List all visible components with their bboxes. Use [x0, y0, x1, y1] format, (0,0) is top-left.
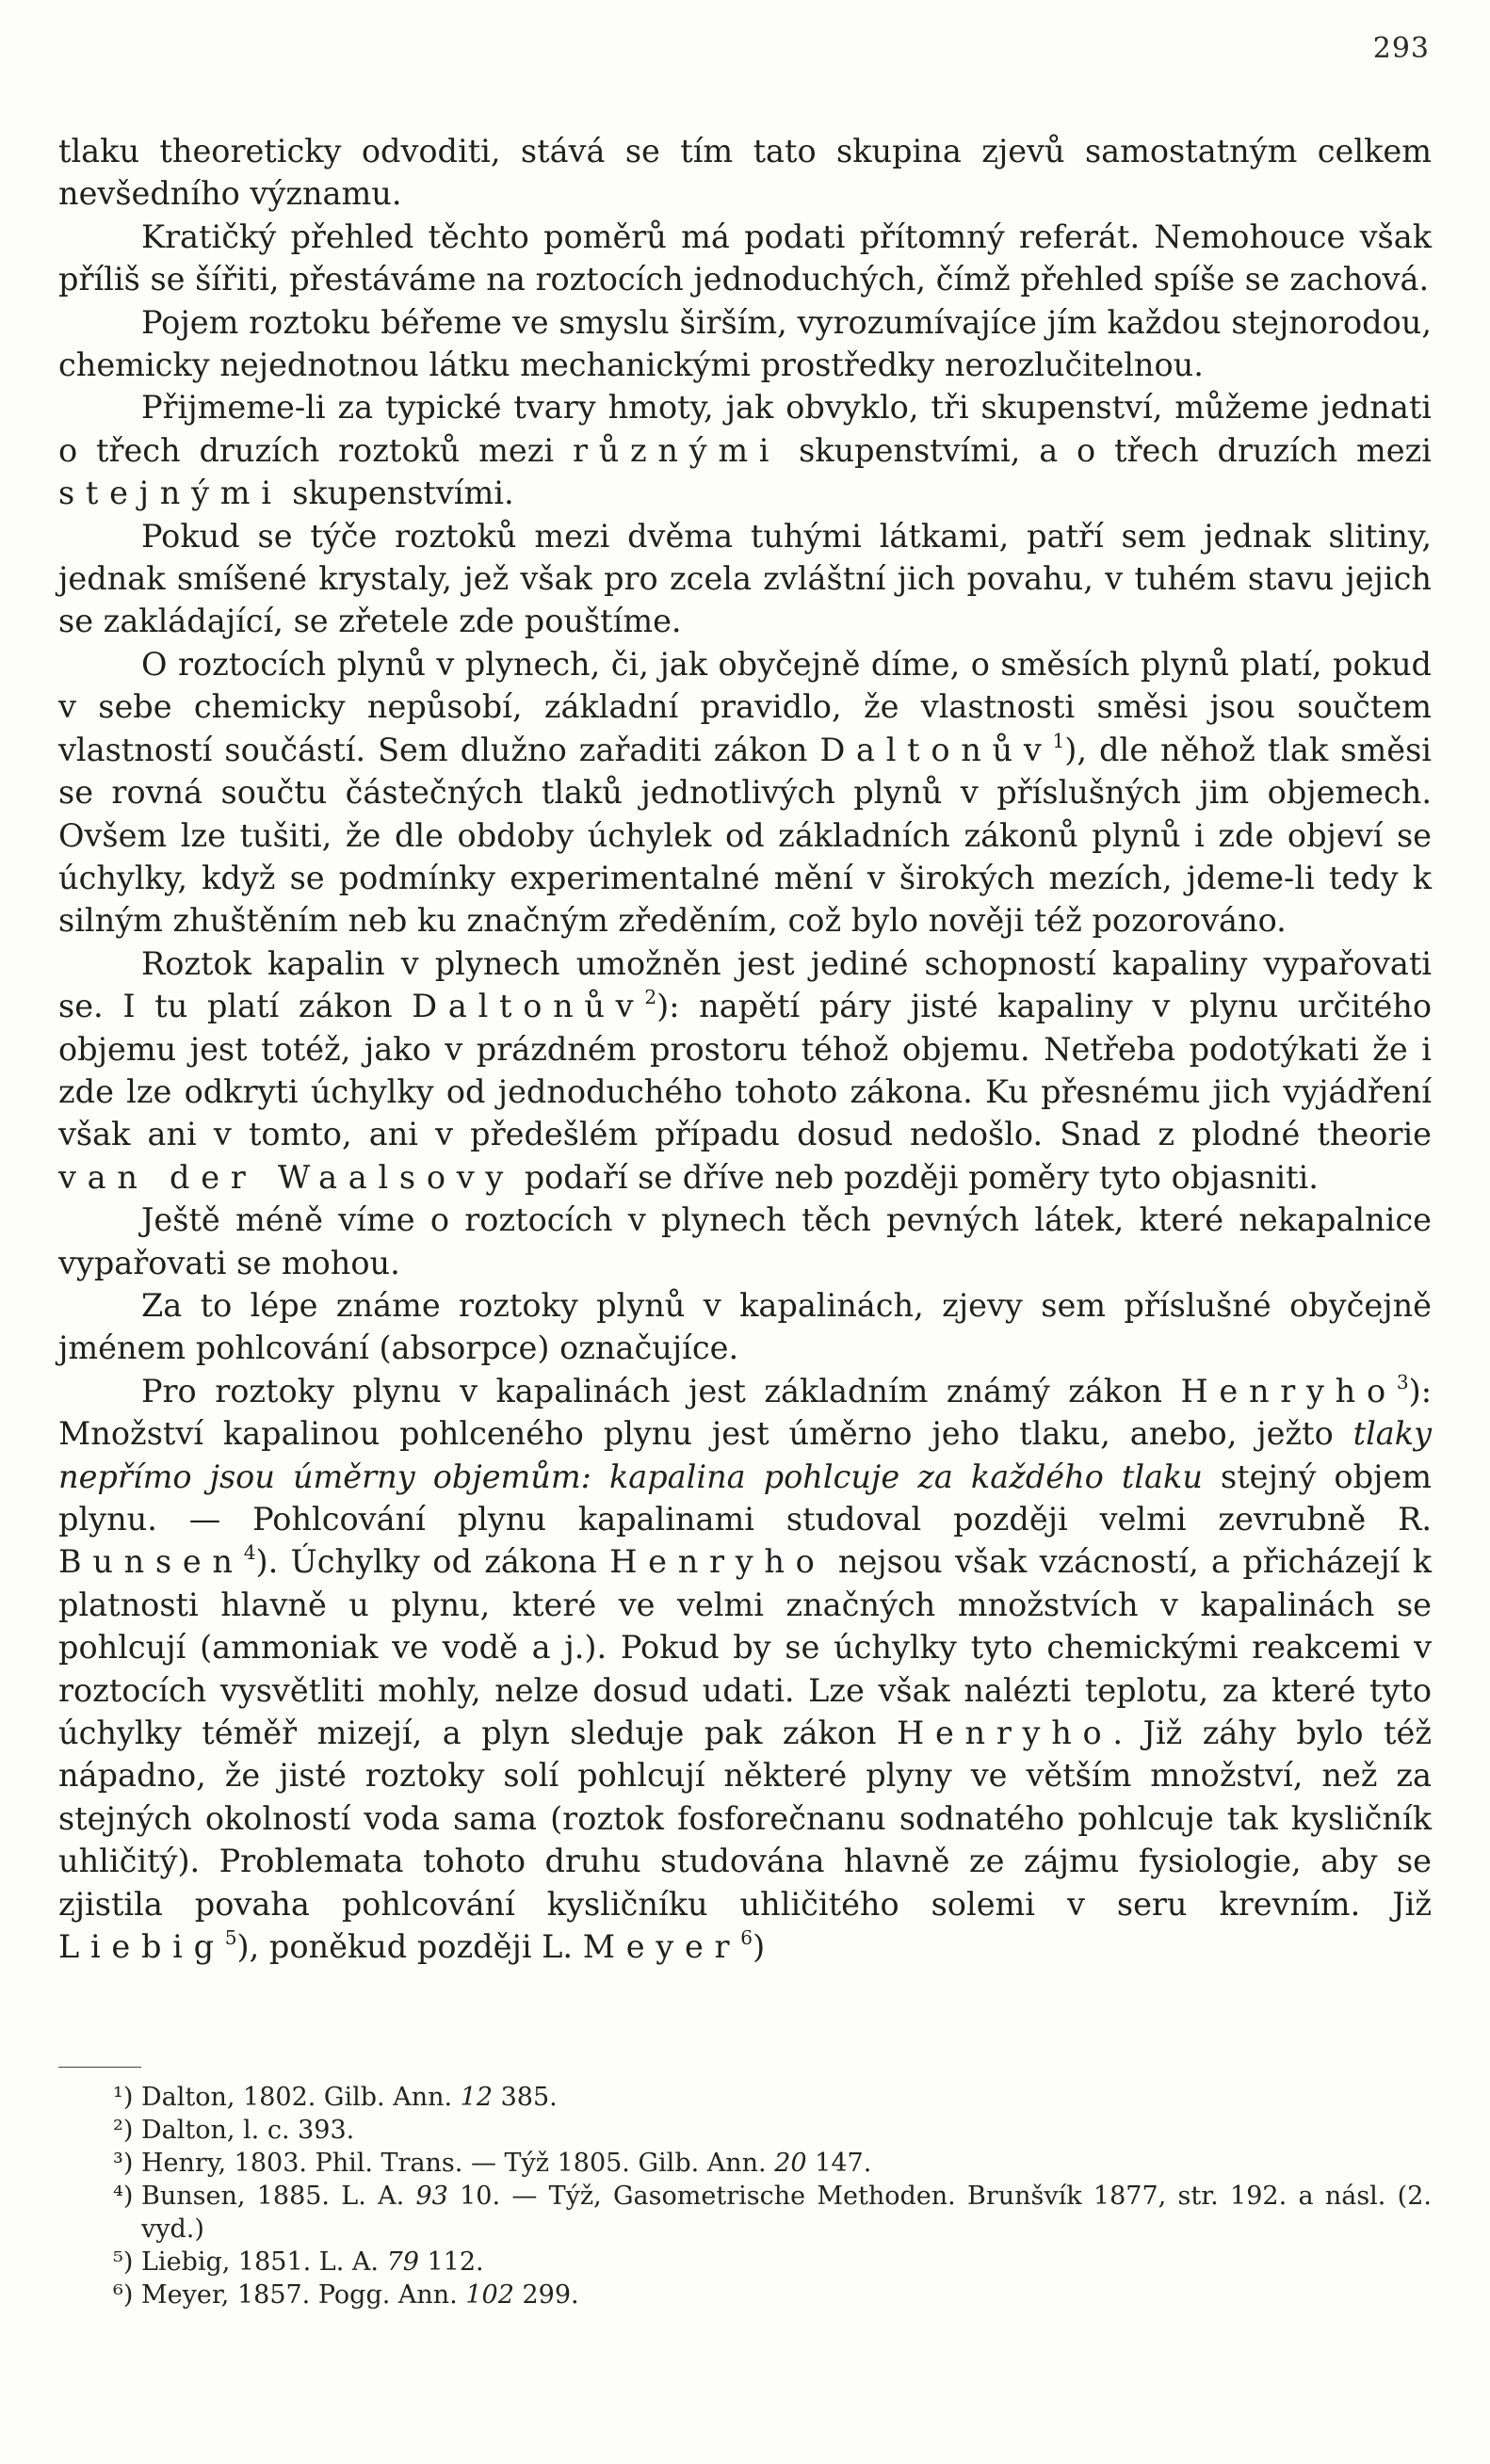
footnote-reference: 1	[1052, 729, 1065, 752]
text-run: stejný objem plynu. — Pohlcování plynu kapalinami studoval později velmi zevrubně R.	[58, 1457, 1432, 1538]
paragraph	[58, 1199, 1432, 1284]
footnote-text-rest: 299.	[513, 2280, 579, 2310]
text-run: ), poněkud později L.	[236, 1928, 583, 1966]
text-run: Přijmeme-li za typické tvary hmoty, jak obvyklo, tři skupenství, můžeme jednati o třech druzích roztoků mezi	[58, 389, 1432, 469]
footnotes	[58, 2081, 1432, 2311]
text-run: . Již záhy bylo též nápadno, že jisté roztoky solí pohlcují některé plyny ve větším množství, než za stejných okolností voda sama (roztok fosforečnanu sodnatého pohlcuje tak kysličník uhličitý). Problemata tohoto druhu studována hlavně ze zájmu fysiologie, aby se zjistila povaha pohlcování kysličníku uhličitého solemi v seru krevním. Již	[58, 1715, 1432, 1923]
footnote-mark: ⁶)	[113, 2280, 134, 2310]
footnote-text-rest: 112.	[418, 2247, 484, 2277]
footnote-volume: 20	[774, 2149, 807, 2178]
text-run: ): napětí páry jisté kapaliny v plynu určitého objemu jest totéž, jako v prázdném prostoru téhož objemu. Netřeba podotýkati že i zde lze odkryti úchylky od jednoduchého tohoto zákona. Ku přesnému jich vyjádření však ani v tomto, ani v předešlém případu dosud nedošlo. Snad z plodné theorie	[58, 988, 1433, 1153]
paragraph	[58, 130, 1432, 216]
footnote-volume: 12	[460, 2083, 494, 2112]
footnote	[58, 2180, 1432, 2246]
footnote-mark: ²)	[113, 2116, 134, 2145]
text-run: Roztok kapalin v plynech umožněn jest jediné schopností kapaliny vypařovati se. I tu platí zákon	[58, 944, 1432, 1025]
spaced-name: stejnými	[58, 475, 283, 512]
footnote-reference: 4	[243, 1541, 256, 1565]
footnote	[58, 2114, 1432, 2147]
spaced-name: Henryho	[897, 1715, 1113, 1752]
footnote	[58, 2246, 1432, 2279]
footnote-volume: 93	[415, 2182, 448, 2211]
paragraph	[58, 1284, 1432, 1370]
spaced-name: van der Waalsovy	[58, 1158, 515, 1196]
footnote-volume: 102	[465, 2280, 514, 2310]
spaced-name: Henryho	[1180, 1372, 1397, 1409]
footnote	[58, 2081, 1432, 2114]
italic-text: tlaky nepřímo jsou úměrny objemům: kapalina pohlcuje za každého tlaku	[58, 1415, 1432, 1495]
footnote-text: Meyer, 1857. Pogg. Ann.	[141, 2280, 466, 2310]
paragraph	[58, 942, 1432, 1199]
paragraph	[58, 1370, 1432, 1969]
body-text	[58, 130, 1432, 1968]
footnote-text: Henry, 1803. Phil. Trans. — Týž 1805. Gilb. Ann.	[141, 2149, 775, 2178]
text-run: nejsou však vzácností, a přicházejí k platnosti hlavně u plynu, které ve velmi značných množstvích v kapalinách se pohlcují (ammoniak ve vodě a j.). Pokud by se úchylky tyto chemickými reakcemi v roztocích vysvětliti mohly, nelze dosud udati. Lze však nalézti teplotu, za které tyto úchylky téměř mizejí, a plyn sleduje pak zákon	[58, 1543, 1433, 1752]
footnote-reference: 2	[644, 986, 657, 1009]
text-run: ), dle něhož tlak směsi se rovná součtu částečných tlaků jednotlivých plynů v příslušných jim objemech. Ovšem lze tušiti, že dle obdoby úchylek od základních zákonů plynů i zde objeví se úchylky, když se podmínky experimentalné mění v širokých mezích, jdeme-li tedy k silným zhuštěním neb ku značným zředěním, což bylo nověji též pozorováno.	[58, 731, 1432, 940]
text-run: Pro roztoky plynu v kapalinách jest základním známý zákon	[141, 1372, 1181, 1409]
text-run: skupenstvími, a o třech druzích mezi	[780, 431, 1432, 469]
text-run: skupenstvími.	[282, 475, 514, 512]
footnote-text-rest: 385.	[493, 2083, 558, 2112]
text-run: Za to lépe známe roztoky plynů v kapalinách, zjevy sem příslušné obyčejně jménem pohlcování (absorpce) označujíce.	[58, 1286, 1432, 1367]
text-run: Ještě méně víme o roztocích v plynech těch pevných látek, které nekapalnice vypařovati se mohou.	[58, 1201, 1432, 1281]
footnote-text-rest: 147.	[806, 2149, 872, 2178]
spaced-name: Daltonův	[819, 731, 1053, 768]
footnote-reference: 6	[740, 1926, 753, 1949]
footnote-volume: 79	[386, 2247, 419, 2277]
footnote-mark: ¹)	[113, 2083, 134, 2112]
footnote	[58, 2147, 1432, 2180]
footnote-mark: ⁴)	[113, 2182, 134, 2211]
footnote-divider	[58, 2067, 141, 2068]
text-run: Pojem roztoku béřeme ve smyslu širším, vyrozumívajíce jím každou stejnorodou, chemicky nejednotnou látku mechanickými prostředky nerozlučitelnou.	[58, 303, 1432, 384]
spaced-name: Meyer	[582, 1928, 741, 1966]
footnote-reference: 5	[224, 1926, 237, 1949]
paragraph	[58, 643, 1432, 942]
spaced-name: Henryho	[609, 1543, 826, 1581]
paragraph	[58, 301, 1432, 387]
footnote-text: Dalton, l. c. 393.	[141, 2116, 355, 2145]
text-run: podaří se dříve neb později poměry tyto objasniti.	[514, 1158, 1319, 1196]
footnote-mark: ⁵)	[113, 2247, 134, 2277]
text-run: Kratičký přehled těchto poměrů má podati přítomný referát. Nemohouce však příliš se šířiti, přestáváme na roztocích jednoduchých, čímž přehled spíše se zachová.	[58, 217, 1432, 298]
footnote-mark: ³)	[113, 2149, 134, 2178]
text-run: )	[753, 1928, 766, 1966]
text-run: O roztocích plynů v plynech, či, jak obyčejně díme, o směsích plynů platí, pokud v sebe chemicky nepůsobí, základní pravidlo, že vlastnosti směsi jsou součtem vlastností součástí. Sem dlužno zařaditi zákon	[58, 645, 1432, 768]
paragraph	[58, 515, 1432, 643]
footnote-reference: 3	[1396, 1370, 1409, 1393]
text-run: ): Množství kapalinou pohlceného plynu jest úměrno jeho tlaku, anebo, ježto	[58, 1372, 1432, 1453]
footnote-text: Bunsen, 1885. L. A.	[141, 2182, 416, 2211]
paragraph	[58, 216, 1432, 301]
text-run: Pokud se týče roztoků mezi dvěma tuhými látkami, patří sem jednak slitiny, jednak smíšené krystaly, jež však pro zcela zvláštní jich povahu, v tuhém stavu jejich se zakládající, se zřetele zde pouštíme.	[58, 517, 1432, 640]
footnote	[58, 2279, 1432, 2311]
paragraph	[58, 386, 1432, 514]
footnote-text-rest: 10. — Týž, Gasometrische Methoden. Brunšvík 1877, str. 192. a násl. (2. vyd.)	[141, 2182, 1432, 2244]
spaced-name: Bunsen	[58, 1543, 244, 1581]
spaced-name: Daltonův	[412, 988, 645, 1025]
spaced-name: Liebig	[58, 1928, 225, 1966]
text-run: tlaku theoreticky odvoditi, stává se tím tato skupina zjevů samostatným celkem nevšedního významu.	[58, 133, 1432, 213]
page-number: 293	[1372, 32, 1430, 65]
text-run: ). Úchylky od zákona	[255, 1543, 610, 1581]
footnote-text: Liebig, 1851. L. A.	[141, 2247, 387, 2277]
spaced-name: různými	[572, 431, 781, 469]
footnote-text: Dalton, 1802. Gilb. Ann.	[141, 2083, 461, 2112]
